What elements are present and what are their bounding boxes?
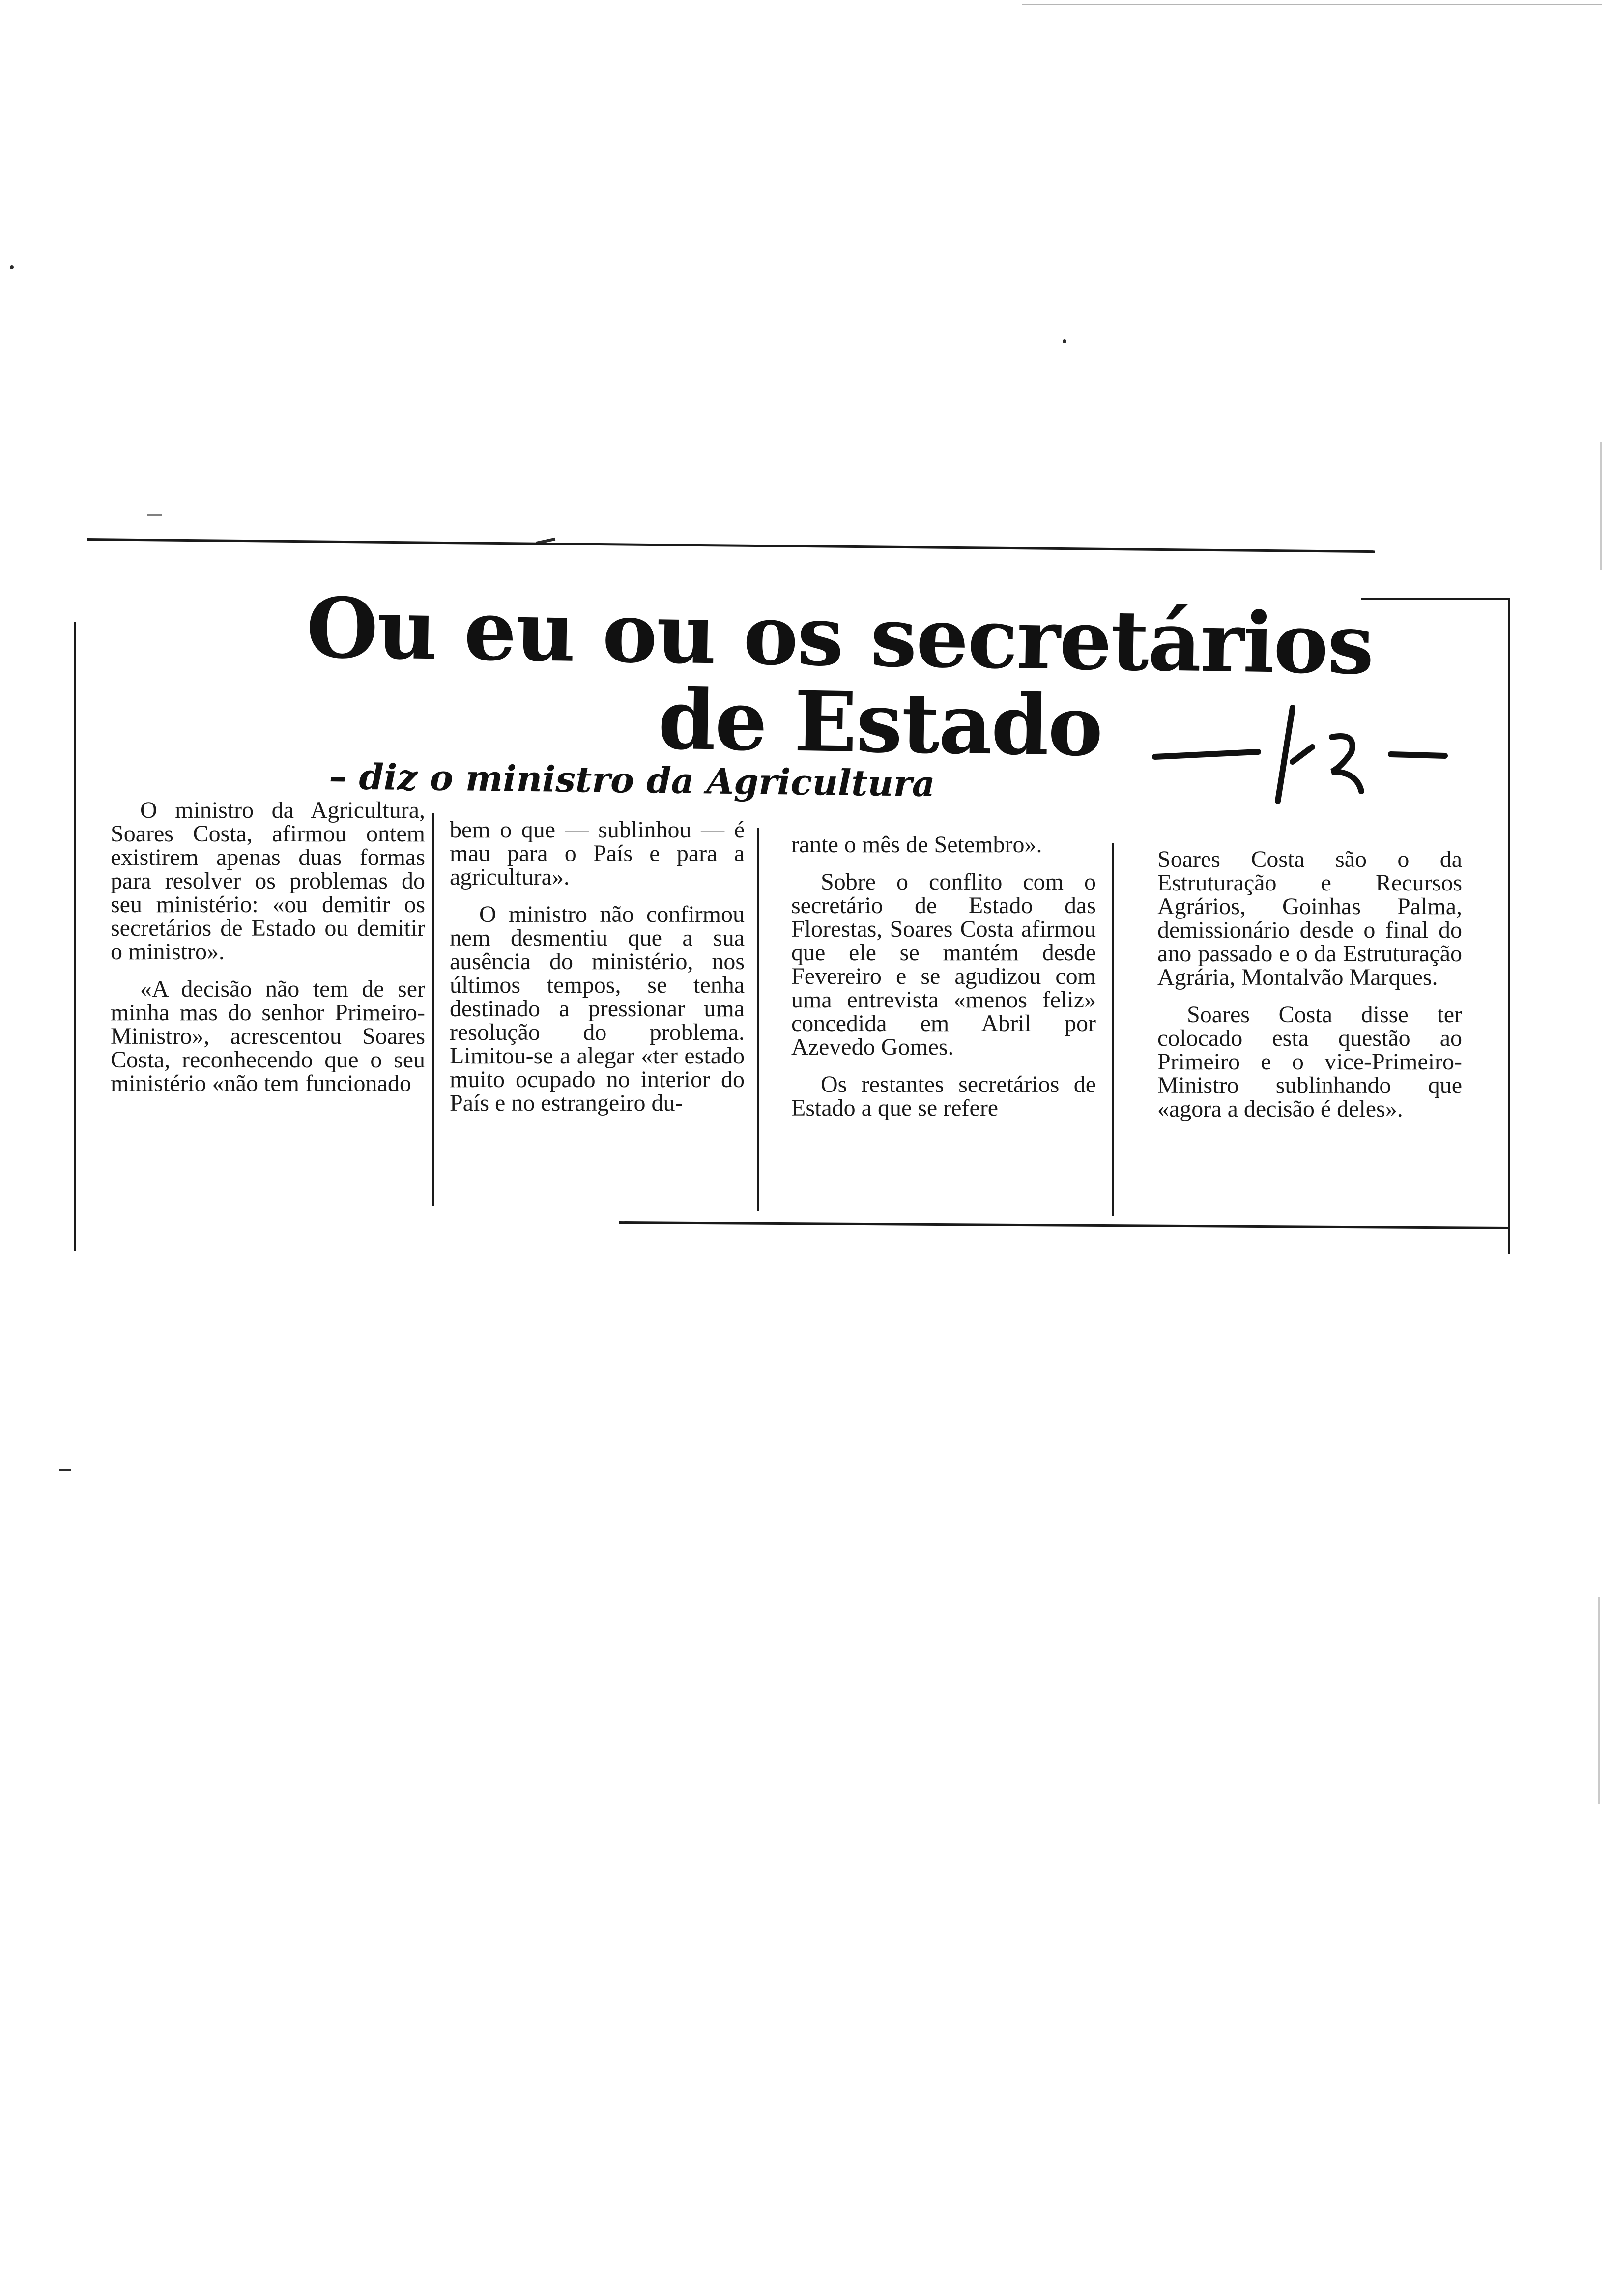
handwritten-stroke <box>1155 752 1258 757</box>
article-column-2 <box>450 818 745 1129</box>
column-divider <box>432 813 434 1206</box>
scan-artifact-dot <box>10 265 14 269</box>
column-1-paragraph: O ministro da Agricultura, Soares Costa, afirmou ontem existirem apenas duas formas para resolver os problemas do seu ministério: «ou demitir os secretários de Estado ou demitir o ministro». <box>111 797 425 965</box>
column-divider <box>1112 843 1114 1216</box>
column-divider <box>757 828 759 1211</box>
subheadline: – diz o ministro da Agricultura <box>328 755 936 805</box>
article-column-3 <box>791 833 1096 1134</box>
headline-line-2: de Estado <box>657 670 1103 775</box>
right-border-rule <box>1508 598 1510 1254</box>
scan-artifact-top-line <box>1022 4 1602 5</box>
scan-artifact-dash <box>147 514 162 516</box>
scan-artifact-dots-right <box>1600 442 1602 570</box>
article-column-4 <box>1157 848 1462 1135</box>
bottom-border-rule <box>619 1221 1509 1229</box>
article-column-1 <box>111 799 425 1109</box>
scan-artifact-dots-right <box>1598 1597 1600 1804</box>
handwritten-stroke <box>1293 747 1312 762</box>
handwritten-stroke <box>1391 754 1445 756</box>
handwritten-annotation <box>1145 698 1465 806</box>
column-2-paragraph: bem o que — sublinhou — é mau para o País e para a agricultura». <box>450 817 745 890</box>
column-3-paragraph: Sobre o conflito com o secretário de Estado das Florestas, Soares Costa afirmou que ele se mantém desde Fevereiro e se agudizou com uma entrevista «menos feliz» concedida em Abril por Azevedo Gomes. <box>791 869 1096 1060</box>
top-border-rule-right <box>1361 598 1509 600</box>
column-3-paragraph: Os restantes secretários de Estado a que se refere <box>791 1071 1096 1121</box>
scan-artifact-dash <box>59 1469 71 1471</box>
column-2-paragraph: O ministro não confirmou nem desmentiu que a sua ausência do ministério, nos últimos tempos, se tenha destinado a pressionar uma resolução do problema. Limitou-se a alegar «ter estado muito ocupado no interior do País e no estrangeiro du- <box>450 901 745 1116</box>
scan-artifact-dot <box>1063 339 1066 343</box>
top-border-rule <box>87 538 1375 553</box>
column-4-paragraph: Soares Costa são o da Estruturação e Recursos Agrários, Goinhas Palma, demissionário desde o final do ano passado e o da Estruturação Agrária, Montalvão Marques. <box>1157 846 1462 990</box>
handwritten-stroke <box>1278 708 1293 801</box>
column-3-paragraph: rante o mês de Setembro». <box>791 832 1042 858</box>
column-4-paragraph: Soares Costa disse ter colocado esta questão ao Primeiro e o vice-Primeiro-Ministro sublinhando que «agora a decisão é deles». <box>1157 1002 1462 1122</box>
handwritten-stroke <box>1332 736 1361 791</box>
headline-line-1: Ou eu ou os secretários <box>305 579 1374 693</box>
left-border-rule <box>74 622 76 1251</box>
newspaper-clipping <box>74 538 1509 1251</box>
column-1-paragraph: «A decisão não tem de ser minha mas do senhor Primeiro-Ministro», acrescentou Soares Costa, reconhecendo que o seu ministério «não tem funcionado <box>111 976 425 1096</box>
